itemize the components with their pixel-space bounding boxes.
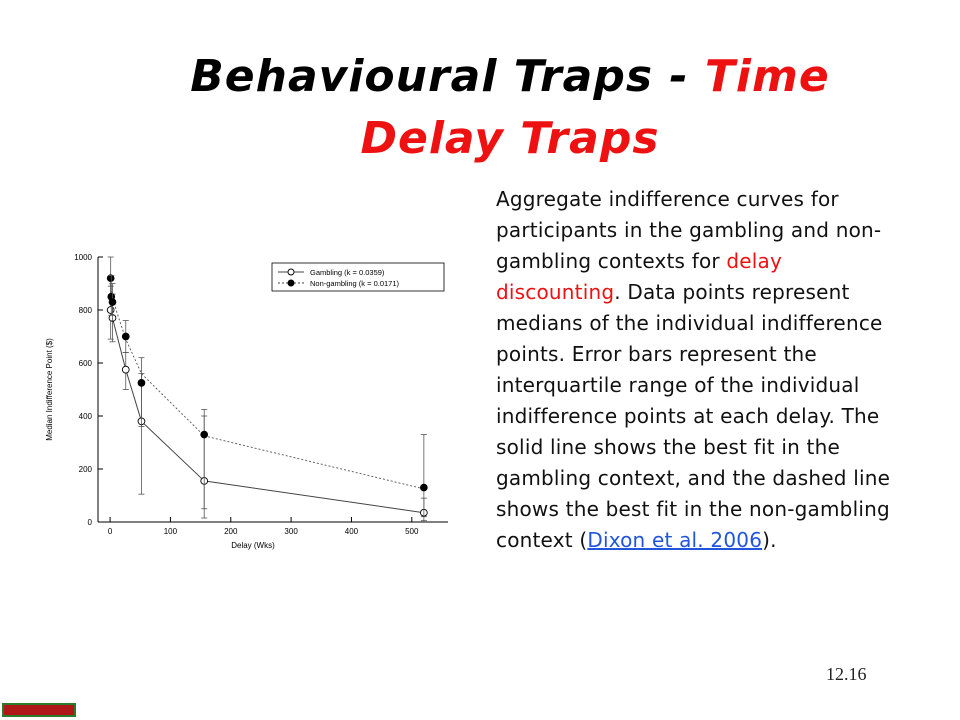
x-tick-label: 400 [344, 527, 359, 536]
caption-text-2: . Data points represent medians of the individual indifference points. Error bars represent the interquartile range of the individual indifference points at each delay. The solid line shows the best fit in the gambling context, and the dashed line shows the best fit in the non-gambling context ( [496, 280, 891, 552]
data-point [109, 299, 116, 306]
caption-highlight: delay discounting [496, 249, 783, 304]
citation-link[interactable]: Dixon et al. 2006 [587, 528, 763, 552]
legend-entry: Non-gambling (k = 0.0171) [310, 279, 400, 288]
y-tick-label: 0 [87, 518, 92, 527]
data-point [138, 379, 145, 386]
title-part-2: Time [704, 51, 830, 102]
x-axis-label: Delay (Wks) [231, 541, 275, 550]
series-gambling [107, 286, 427, 521]
series-line [110, 310, 424, 513]
x-tick-label: 500 [405, 527, 419, 536]
y-tick-label: 400 [78, 412, 92, 421]
legend-marker [288, 280, 294, 286]
indifference-curve-chart [40, 245, 454, 563]
data-point [201, 431, 208, 438]
navigation-button[interactable] [2, 703, 76, 717]
y-tick-label: 200 [78, 465, 92, 474]
series-non-gambling [107, 257, 427, 517]
data-point [122, 366, 129, 373]
series-line [110, 284, 424, 489]
chart-legend [272, 263, 444, 291]
chart-svg [40, 245, 454, 563]
x-tick-label: 300 [284, 527, 298, 536]
caption-text [496, 184, 906, 556]
x-tick-label: 200 [224, 527, 238, 536]
caption-text-1: Aggregate indifference curves for participants in the gambling and non-gambling contexts for [496, 187, 882, 273]
data-point [107, 307, 114, 314]
x-tick-label: 100 [163, 527, 178, 536]
title-part-1: Behavioural Traps - [190, 51, 705, 102]
y-tick-label: 800 [78, 306, 92, 315]
y-tick-label: 1000 [74, 253, 92, 262]
caption-text-3: ). [762, 528, 777, 552]
slide-number: 12.16 [826, 664, 867, 684]
y-tick-label: 600 [78, 359, 92, 368]
slide-title [100, 46, 920, 170]
x-tick-label: 0 [107, 527, 113, 536]
y-axis-label: Median Indifference Point ($) [45, 338, 54, 441]
legend-marker [288, 269, 294, 275]
data-point [420, 484, 427, 491]
title-part-3: Delay Traps [360, 113, 660, 164]
data-point [122, 333, 129, 340]
legend-entry: Gambling (k = 0.0359) [310, 268, 385, 277]
